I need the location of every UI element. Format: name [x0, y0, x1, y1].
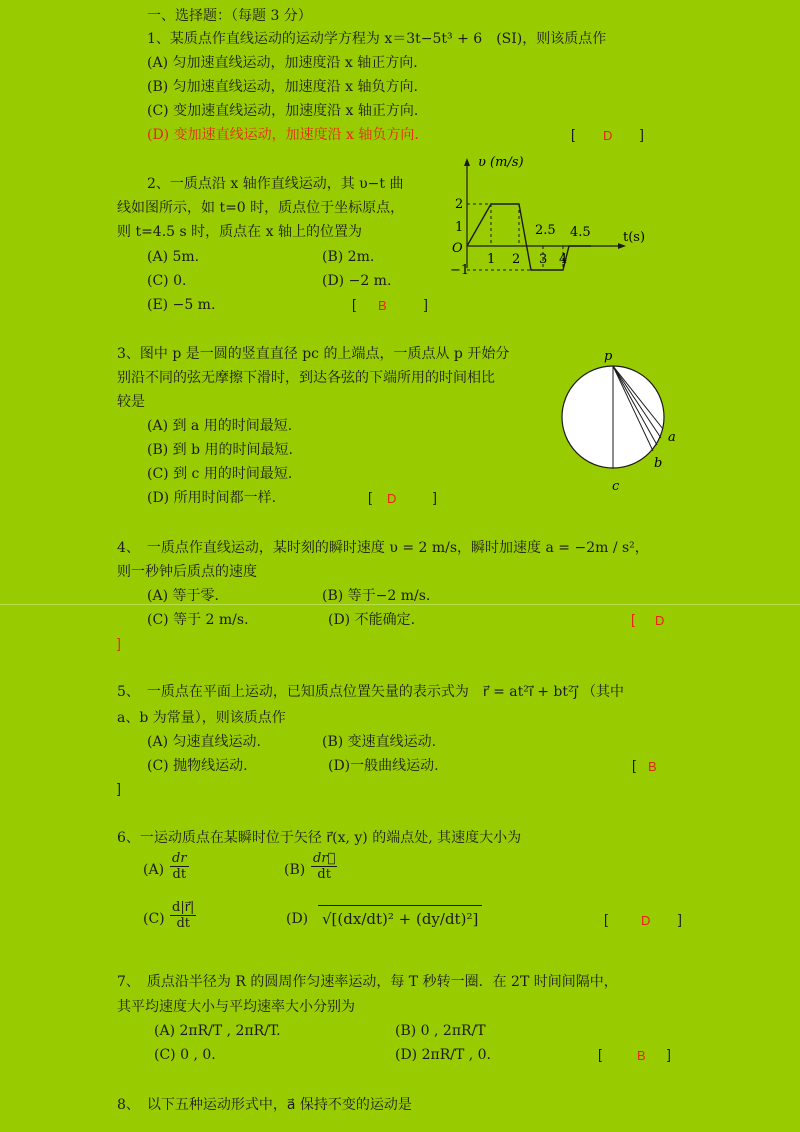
label-p: p — [604, 349, 613, 364]
q3-bracket-open: [ — [368, 489, 372, 505]
q1-bracket-open: [ — [571, 126, 575, 142]
q4-option-c: (C) 等于 2 m/s. — [147, 612, 249, 628]
q5-bracket-open: [ — [632, 757, 636, 773]
q7-option-a: (A) 2πR/T , 2πR/T. — [154, 1023, 281, 1039]
q4-bracket-open: [ — [631, 611, 635, 627]
q2-option-e: (E) −5 m. — [147, 297, 216, 313]
q5-stem-line1: 5、 一质点在平面上运动，已知质点位置矢量的表示式为 r⃗ = at²i⃗ + bt²j⃗ （其中 — [117, 684, 624, 700]
y-tick-1: 1 — [455, 220, 464, 235]
y-tick-neg1: −1 — [450, 263, 470, 278]
q6-option-c-fraction — [170, 900, 196, 931]
q3-circle-figure — [548, 345, 698, 495]
q1-stem: 1、某质点作直线运动的运动学方程为 x＝3t−5t³ + 6 (SI)，则该质点作 — [147, 31, 607, 47]
q1-bracket-close: ] — [640, 126, 644, 142]
x-tick-2: 2 — [512, 252, 521, 267]
q2-stem-line2: 线如图所示，如 t=0 时，质点位于坐标原点， — [117, 200, 405, 216]
q6-answer: D — [641, 913, 651, 928]
q6-bracket-open: [ — [604, 911, 608, 927]
q5-option-b: (B) 变速直线运动. — [322, 734, 437, 750]
label-c: c — [612, 479, 620, 494]
q6-option-a-label: (A) — [143, 862, 165, 878]
x-tick-4: 4 — [559, 252, 568, 267]
q1-option-a: (A) 匀加速直线运动，加速度沿 x 轴正方向. — [147, 55, 418, 71]
q7-bracket-close: ] — [667, 1046, 671, 1062]
q2-stem-line3: 则 t=4.5 s 时，质点在 x 轴上的位置为 — [117, 224, 362, 240]
q4-option-b: (B) 等于−2 m/s. — [322, 588, 431, 604]
q6-a-denominator: dt — [172, 867, 187, 882]
label-a: a — [668, 430, 676, 445]
x-axis-label: t(s) — [623, 230, 646, 245]
q4-option-d: (D) 不能确定. — [328, 612, 416, 628]
q3-stem-line2: 别沿不同的弦无摩擦下滑时，到达各弦的下端所用的时间相比 — [117, 370, 495, 386]
x-mark-4.5: 4.5 — [570, 225, 591, 240]
q3-option-b: (B) 到 b 用的时间最短. — [147, 442, 293, 458]
q3-answer: D — [387, 491, 397, 506]
q6-b-numerator: dr⃗ — [313, 851, 336, 866]
q3-stem-line3: 较是 — [117, 394, 145, 410]
q2-option-b: (B) 2m. — [322, 249, 375, 265]
q2-answer: B — [378, 298, 387, 313]
q7-option-c: (C) 0 , 0. — [154, 1047, 216, 1063]
q5-answer: B — [648, 759, 657, 774]
q3-stem-line1: 3、图中 p 是一圆的竖直直径 pc 的上端点，一质点从 p 开始分 — [117, 346, 510, 362]
q6-option-c-label: (C) — [143, 911, 165, 927]
q5-option-d: (D)一般曲线运动. — [328, 758, 439, 774]
q6-stem: 6、一运动质点在某瞬时位于矢径 r⃗(x, y) 的端点处, 其速度大小为 — [117, 830, 522, 846]
y-tick-2: 2 — [455, 197, 464, 212]
x-mark-2.5: 2.5 — [535, 223, 556, 238]
q8-stem: 8、 以下五种运动形式中，a⃗ 保持不变的运动是 — [117, 1097, 412, 1113]
q5-option-c: (C) 抛物线运动. — [147, 758, 248, 774]
q6-c-numerator: d|r⃗| — [172, 900, 195, 915]
q4-stem-line2: 则一秒钟后质点的速度 — [117, 564, 257, 580]
q6-option-b-fraction — [311, 851, 337, 882]
q4-bracket-close: ] — [117, 635, 121, 651]
x-tick-3: 3 — [539, 252, 548, 267]
q5-bracket-close: ] — [117, 780, 121, 796]
q2-option-d: (D) −2 m. — [322, 273, 392, 289]
q3-option-a: (A) 到 a 用的时间最短. — [147, 418, 293, 434]
q6-b-denominator: dt — [317, 867, 331, 882]
page-divider — [0, 604, 800, 605]
y-axis-arrow-icon — [464, 158, 470, 166]
q6-option-a-fraction — [170, 851, 189, 882]
q1-option-d: (D) 变加速直线运动，加速度沿 x 轴负方向. — [147, 127, 419, 143]
q2-option-a: (A) 5m. — [147, 249, 200, 265]
q7-answer: B — [637, 1048, 646, 1063]
x-tick-1: 1 — [487, 252, 496, 267]
section-title: 一、选择题：（每题 3 分） — [147, 8, 312, 24]
q2-vt-graph — [440, 148, 660, 280]
q2-stem-line1: 2、一质点沿 x 轴作直线运动，其 υ−t 曲 — [147, 176, 404, 192]
q7-option-b: (B) 0 , 2πR/T — [395, 1023, 486, 1039]
q7-option-d: (D) 2πR/T , 0. — [395, 1047, 492, 1063]
label-b: b — [654, 456, 663, 471]
q7-stem-line1: 7、 质点沿半径为 R 的圆周作匀速率运动，每 T 秒转一圈．在 2T 时间间隔中， — [117, 974, 618, 990]
q2-option-c: (C) 0. — [147, 273, 187, 289]
q5-option-a: (A) 匀速直线运动. — [147, 734, 261, 750]
q4-option-a: (A) 等于零. — [147, 588, 219, 604]
q6-bracket-close: ] — [678, 911, 682, 927]
origin-label: O — [452, 241, 463, 256]
q2-bracket-close: ] — [424, 296, 428, 312]
q6-option-d-label: (D) — [286, 911, 309, 927]
q1-answer: D — [603, 128, 613, 143]
q6-c-denominator: dt — [176, 916, 190, 931]
q6-option-b-label: (B) — [284, 862, 306, 878]
q1-option-b: (B) 匀加速直线运动，加速度沿 x 轴负方向. — [147, 79, 418, 95]
q3-bracket-close: ] — [433, 489, 437, 505]
q5-stem-line2: a、b 为常量），则该质点作 — [117, 710, 286, 726]
q3-option-d: (D) 所用时间都一样. — [147, 490, 277, 506]
y-axis-label: υ (m/s) — [478, 155, 524, 170]
q4-answer: D — [655, 613, 665, 628]
q7-bracket-open: [ — [598, 1046, 602, 1062]
q3-option-c: (C) 到 c 用的时间最短. — [147, 466, 293, 482]
q6-option-d-formula: √[(dx/dt)² + (dy/dt)²] — [318, 905, 482, 928]
q7-stem-line2: 其平均速度大小与平均速率大小分别为 — [117, 999, 355, 1015]
q1-option-c: (C) 变加速直线运动，加速度沿 x 轴正方向. — [147, 103, 419, 119]
q2-bracket-open: [ — [352, 296, 356, 312]
q6-a-numerator: dr — [172, 851, 187, 866]
q4-stem-line1: 4、 一质点作直线运动，某时刻的瞬时速度 υ = 2 m/s，瞬时加速度 a = −2m / s²， — [117, 540, 649, 556]
